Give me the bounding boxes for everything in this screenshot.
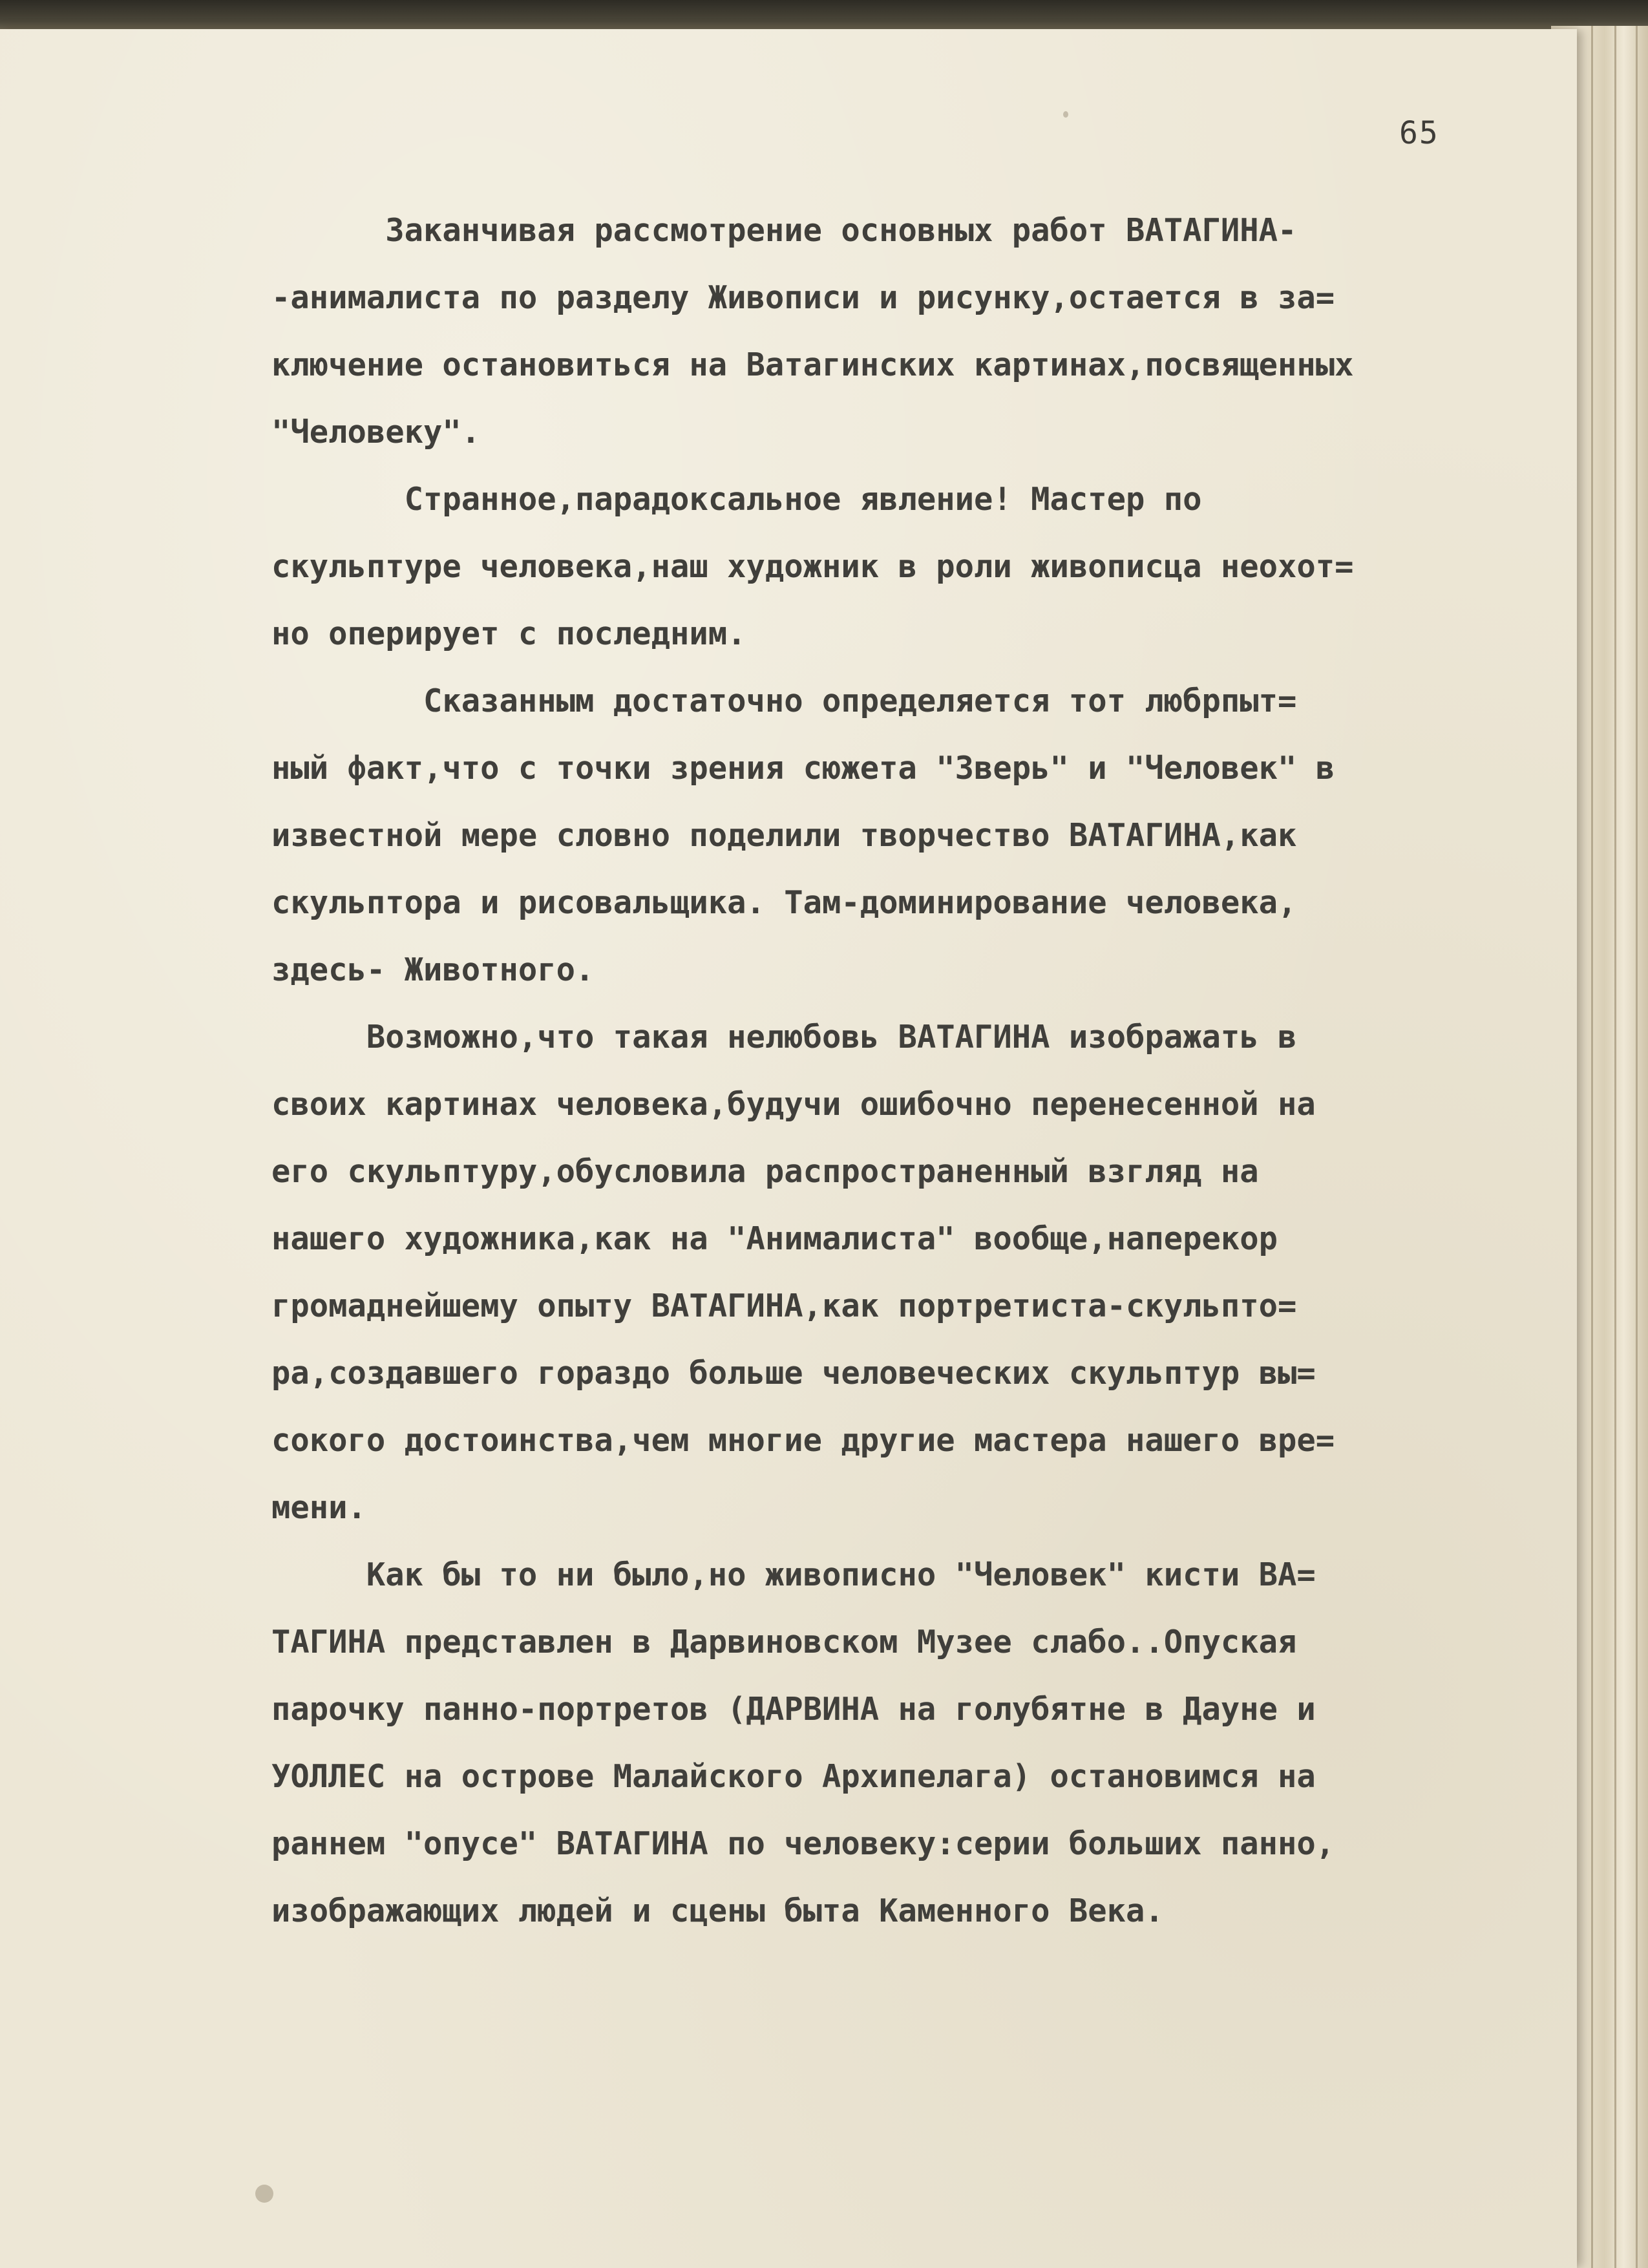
text-line: его скульптуру,обусловила распространенный взгляд на	[271, 1153, 1259, 1190]
text-line: Как бы то ни было,но живописно "Человек" кисти ВА=	[271, 1556, 1316, 1593]
text-line: Странное,парадоксальное явление! Мастер по	[271, 481, 1202, 518]
text-line: "Человеку".	[271, 414, 481, 450]
text-line: ный факт,что с точки зрения сюжета "Зверь" и "Человек" в	[271, 750, 1335, 787]
paragraph-4	[271, 1004, 1525, 1542]
text-line: Сказанным достаточно определяется тот любрпыт=	[271, 683, 1297, 719]
text-line: но оперирует с последним.	[271, 615, 746, 652]
ink-spot	[255, 2185, 273, 2203]
page-number: 65	[1399, 115, 1439, 151]
body-text	[271, 197, 1525, 1945]
text-line: Возможно,что такая нелюбовь ВАТАГИНА изображать в	[271, 1019, 1297, 1055]
paragraph-1	[271, 197, 1525, 466]
text-line: скульптора и рисовальщика. Там-доминирование человека,	[271, 884, 1297, 921]
text-line: ра,создавшего гораздо больше человеческих скульптур вы=	[271, 1355, 1316, 1392]
text-line: Заканчивая рассмотрение основных работ ВАТАГИНА-	[271, 212, 1297, 249]
page-stack-line	[1614, 26, 1616, 2268]
text-line: ключение остановиться на Ватагинских картинах,посвященных	[271, 346, 1354, 383]
text-line: скульптуре человека,наш художник в роли живописца неохот=	[271, 548, 1354, 585]
page-stack-line	[1591, 26, 1593, 2268]
text-line: раннем "опусе" ВАТАГИНА по человеку:серии больших панно,	[271, 1825, 1335, 1862]
text-line: громаднейшему опыту ВАТАГИНА,как портретиста-скульпто=	[271, 1288, 1297, 1324]
page-stack-line	[1636, 26, 1638, 2268]
text-line: -анималиста по разделу Живописи и рисунку,остается в за=	[271, 279, 1335, 316]
text-line: нашего художника,как на "Анималиста" вообще,наперекор	[271, 1220, 1278, 1257]
text-line: парочку панно-портретов (ДАРВИНА на голубятне в Дауне и	[271, 1691, 1316, 1728]
text-line: известной мере словно поделили творчество ВАТАГИНА,как	[271, 817, 1297, 854]
ink-spot	[1063, 111, 1068, 118]
text-line: изображающих людей и сцены быта Каменного Века.	[271, 1892, 1164, 1929]
paragraph-2	[271, 466, 1525, 668]
text-line: здесь- Животного.	[271, 951, 595, 988]
text-line: мени.	[271, 1489, 366, 1526]
text-line: ТАГИНА представлен в Дарвиновском Музее слабо..Опуская	[271, 1624, 1297, 1660]
text-line: своих картинах человека,будучи ошибочно перенесенной на	[271, 1086, 1316, 1123]
paragraph-3	[271, 668, 1525, 1004]
text-line: сокого достоинства,чем многие другие мастера нашего вре=	[271, 1422, 1335, 1459]
text-line: УОЛЛЕС на острове Малайского Архипелага) остановимся на	[271, 1758, 1316, 1795]
paragraph-5	[271, 1542, 1525, 1945]
